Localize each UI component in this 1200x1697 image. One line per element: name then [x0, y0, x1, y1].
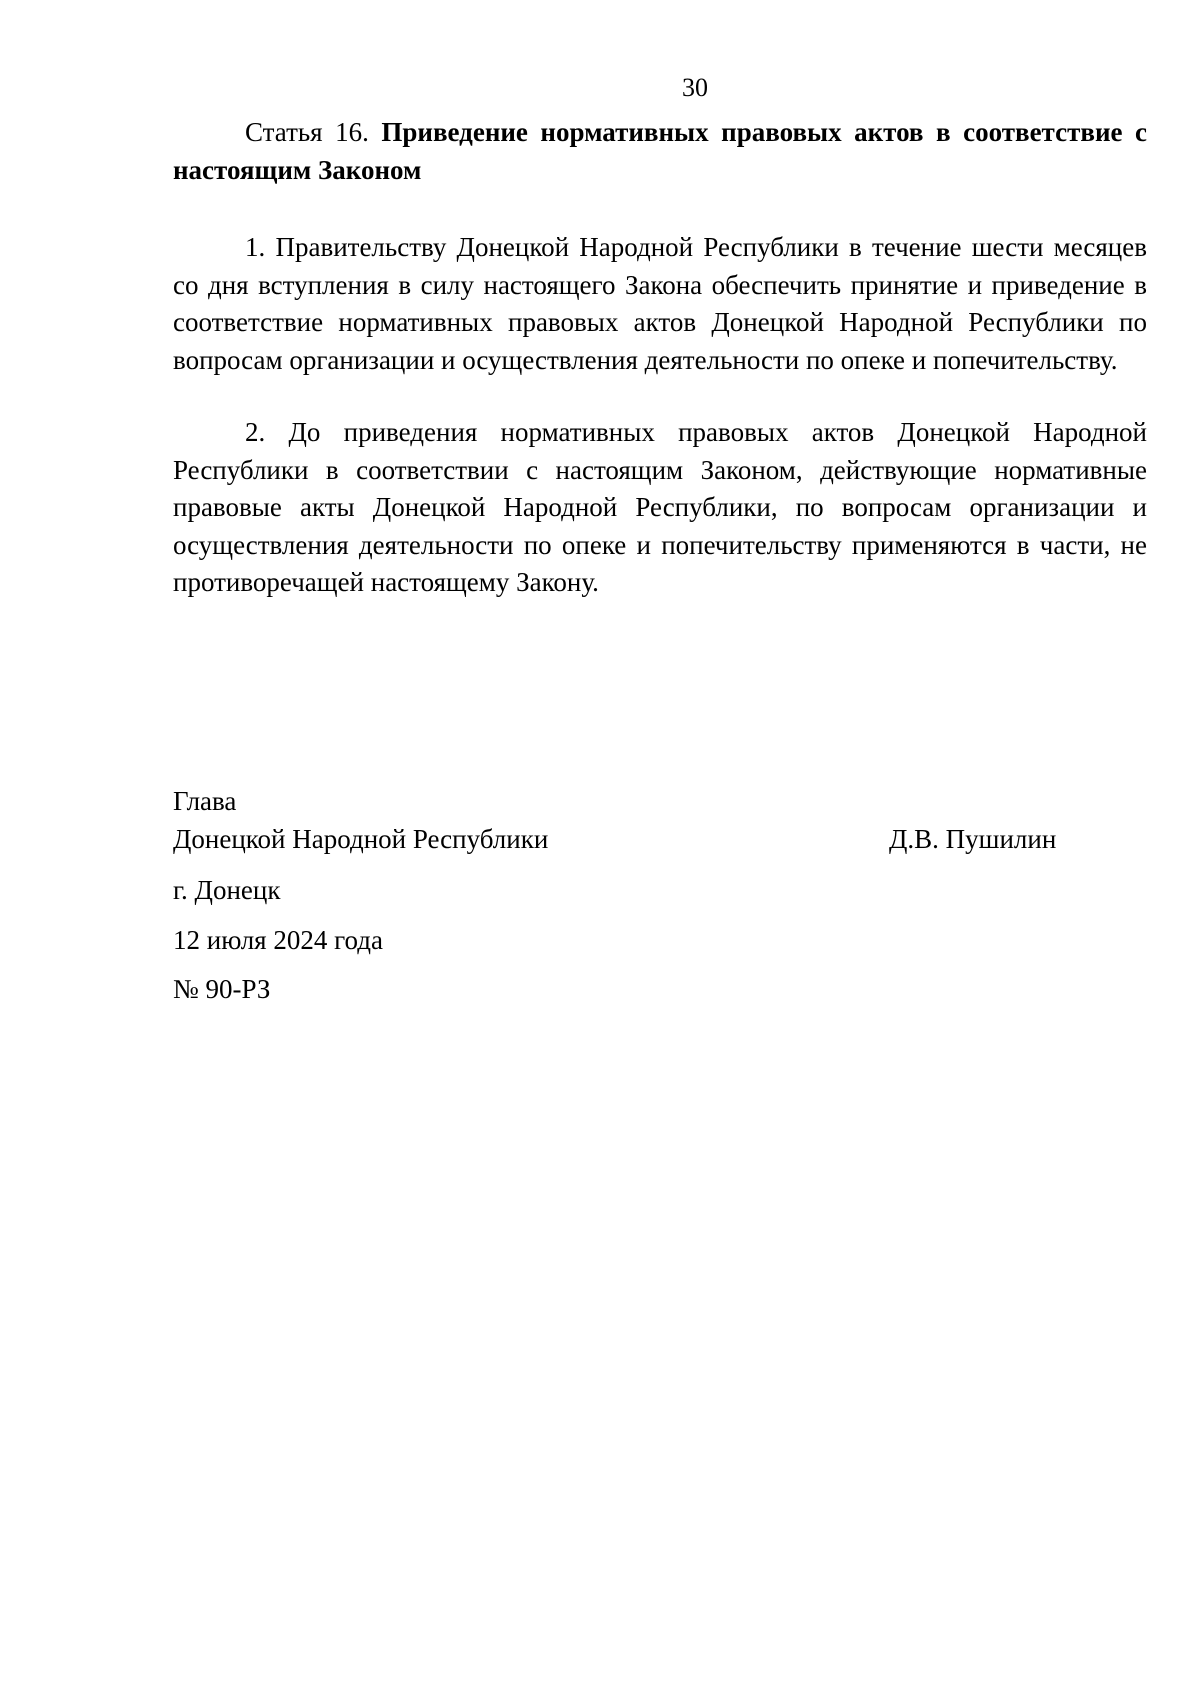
document-number: № 90-РЗ — [173, 974, 271, 1004]
signature-block — [173, 783, 1147, 1009]
signature-position-row-2 — [173, 821, 1147, 859]
page-number: 30 — [682, 73, 708, 102]
signature-position-row-1 — [173, 783, 1147, 821]
paragraph-1: 1. Правительству Донецкой Народной Республики в течение шести месяцев со дня вступления в силу настоящего Закона обеспечить принятие и приведение в соответствие нормативных правовых актов Донецкой Народной Республики по вопросам организации и осуществления деятельности по опеке и попечительству. — [173, 232, 1147, 375]
signature-position-line-1: Глава — [173, 786, 237, 816]
paragraph-2: 2. До приведения нормативных правовых актов Донецкой Народной Республики в соответствии с настоящим Законом, действующие нормативные правовые акты Донецкой Народной Республики, по вопросам организации и осуществления деятельности по опеке и попечительству применяются в части, не противоречащей настоящему Закону. — [173, 417, 1147, 597]
signatory-name: Д.В. Пушилин — [889, 823, 1057, 854]
article-heading — [173, 114, 1147, 189]
signature-position-line-2: Донецкой Народной Республики — [173, 823, 549, 854]
document-date: 12 июля 2024 года — [173, 924, 383, 955]
article-title: Приведение нормативных правовых актов в соответствие с настоящим Законом — [173, 117, 1148, 185]
document-place: г. Донецк — [173, 875, 281, 905]
document-body — [173, 114, 1147, 602]
article-label: Статья 16. — [245, 117, 369, 147]
